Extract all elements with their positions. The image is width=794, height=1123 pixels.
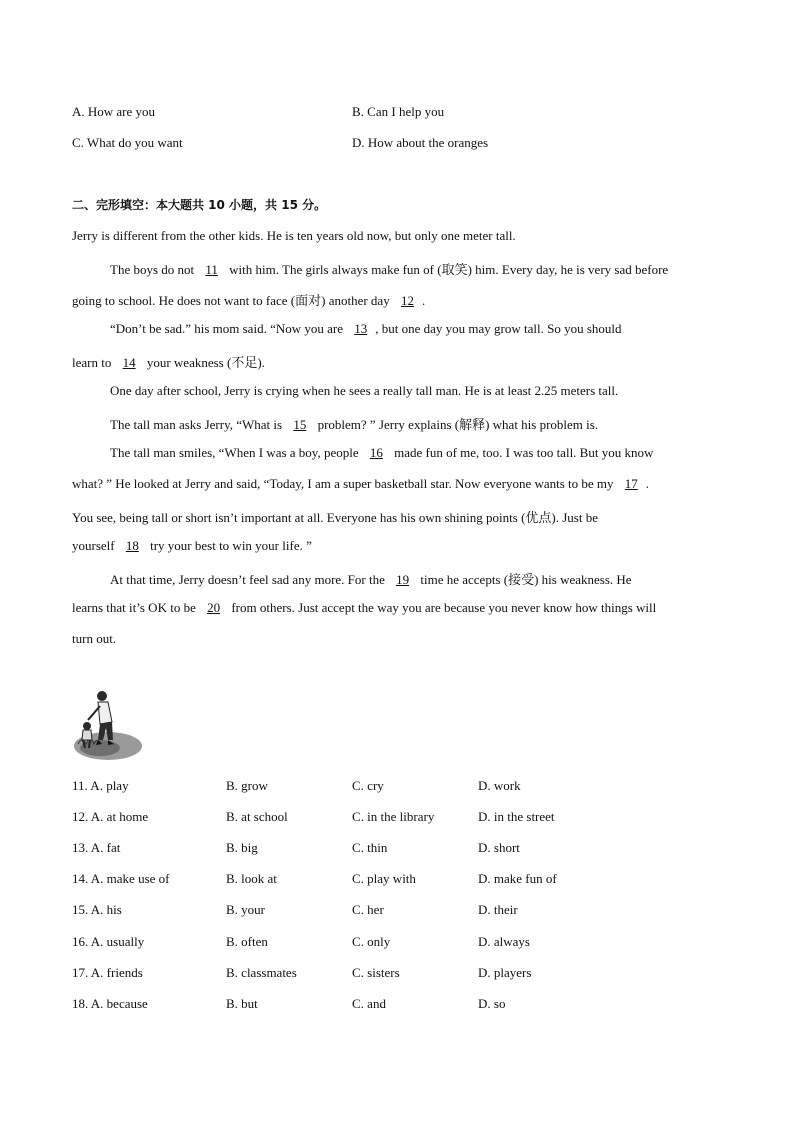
choice-a: 15. A. his	[72, 902, 122, 917]
choice-b: B. classmates	[226, 965, 297, 980]
father-and-child-illustration	[72, 688, 144, 766]
cloze-blank: 12	[400, 293, 414, 308]
cloze-blank: 17	[624, 476, 638, 491]
question-row	[72, 840, 722, 862]
cloze-blank: 16	[369, 445, 383, 460]
section-title: 二、完形填空：本大题共 10 小题，共 15 分。	[72, 198, 327, 212]
passage-text: from others. Just accept the way you are because you never know how things will	[228, 600, 657, 615]
question-row	[72, 778, 722, 800]
choice-c: C. her	[352, 902, 384, 917]
choice-b: B. grow	[226, 778, 268, 793]
choice-c: C. only	[352, 934, 391, 949]
choice-b: B. but	[226, 996, 258, 1011]
question-row	[72, 965, 722, 987]
passage-line	[110, 383, 618, 403]
option-d: D. How about the oranges	[352, 135, 489, 150]
choice-c: C. play with	[352, 871, 416, 886]
question-row	[72, 871, 722, 893]
passage-line	[110, 414, 598, 434]
question-row	[72, 809, 722, 831]
choice-b: B. at school	[226, 809, 288, 824]
choice-a: 13. A. fat	[72, 840, 121, 855]
passage-line	[110, 445, 653, 465]
passage-text: .	[421, 293, 426, 308]
choice-c: C. cry	[352, 778, 384, 793]
passage-line	[72, 507, 598, 527]
passage-line	[72, 600, 656, 620]
cloze-blank: 14	[122, 355, 136, 370]
choice-c: C. sisters	[352, 965, 400, 980]
question-row	[72, 902, 722, 924]
choice-d: D. make fun of	[478, 871, 557, 886]
choice-b: B. your	[226, 902, 265, 917]
choice-c: C. and	[352, 996, 386, 1011]
passage-text: learn to	[72, 355, 115, 370]
choice-a: 11. A. play	[72, 778, 129, 793]
passage-text: learns that it’s OK to be	[72, 600, 200, 615]
prev-options-row	[72, 104, 722, 124]
cloze-blank: 18	[125, 538, 139, 553]
choice-a: 17. A. friends	[72, 965, 143, 980]
choice-a: 14. A. make use of	[72, 871, 170, 886]
choice-b: B. look at	[226, 871, 277, 886]
choice-b: B. often	[226, 934, 268, 949]
cloze-blank: 15	[293, 417, 307, 432]
passage-line	[72, 290, 425, 310]
cloze-blank: 11	[205, 262, 218, 277]
passage-text: going to school. He does not want to face (面对) another day	[72, 293, 393, 308]
passage-text: Jerry is different from the other kids. He is ten years old now, but only one meter tall.	[72, 228, 516, 243]
choice-a: 16. A. usually	[72, 934, 145, 949]
prev-options-row	[72, 135, 722, 155]
passage-line	[72, 228, 516, 248]
passage-text: what? ” He looked at Jerry and said, “Today, I am a super basketball star. Now everyone wants to be my	[72, 476, 617, 491]
passage-text: At that time, Jerry doesn’t feel sad any more. For the	[110, 572, 389, 587]
passage-line	[72, 538, 312, 558]
passage-text: The tall man smiles, “When I was a boy, people	[110, 445, 362, 460]
passage-text: with him. The girls always make fun of (取笑) him. Every day, he is very sad before	[225, 262, 669, 277]
passage-text: turn out.	[72, 631, 117, 646]
passage-text: try your best to win your life. ”	[146, 538, 312, 553]
question-row	[72, 934, 722, 956]
choice-d: D. short	[478, 840, 520, 855]
passage-line	[72, 476, 649, 496]
passage-text: problem? ” Jerry explains (解释) what his problem is.	[314, 417, 599, 432]
cloze-blank: 20	[207, 600, 221, 615]
passage-text: made fun of me, too. I was too tall. But you know	[390, 445, 654, 460]
choice-d: D. their	[478, 902, 518, 917]
passage-line	[72, 352, 265, 372]
choice-d: D. players	[478, 965, 532, 980]
passage-text: .	[645, 476, 650, 491]
passage-text: your weakness (不足).	[143, 355, 265, 370]
option-a: A. How are you	[72, 104, 156, 119]
passage-text: yourself	[72, 538, 118, 553]
choice-a: 18. A. because	[72, 996, 148, 1011]
passage-text: One day after school, Jerry is crying when he sees a really tall man. He is at least 2.25 meters tall.	[110, 383, 619, 398]
option-c: C. What do you want	[72, 135, 183, 150]
choice-a: 12. A. at home	[72, 809, 149, 824]
passage-text: time he accepts (接受) his weakness. He	[417, 572, 632, 587]
illustration-svg	[72, 688, 144, 766]
cloze-blank: 13	[354, 321, 368, 336]
choice-d: D. in the street	[478, 809, 555, 824]
choice-c: C. in the library	[352, 809, 435, 824]
choice-d: D. work	[478, 778, 521, 793]
passage-line	[110, 569, 632, 589]
question-row	[72, 996, 722, 1018]
cloze-blank: 19	[396, 572, 410, 587]
passage-text: “Don’t be sad.” his mom said. “Now you are	[110, 321, 347, 336]
passage-text: The boys do not	[110, 262, 198, 277]
passage-line	[110, 259, 668, 279]
passage-line	[72, 631, 116, 651]
passage-text: You see, being tall or short isn’t important at all. Everyone has his own shining points (优点). Just be	[72, 510, 598, 525]
passage-line	[110, 321, 622, 341]
choice-b: B. big	[226, 840, 258, 855]
choice-c: C. thin	[352, 840, 388, 855]
choice-d: D. always	[478, 934, 530, 949]
passage-text: The tall man asks Jerry, “What is	[110, 417, 286, 432]
option-b: B. Can I help you	[352, 104, 445, 119]
passage-text: , but one day you may grow tall. So you should	[375, 321, 622, 336]
choice-d: D. so	[478, 996, 506, 1011]
